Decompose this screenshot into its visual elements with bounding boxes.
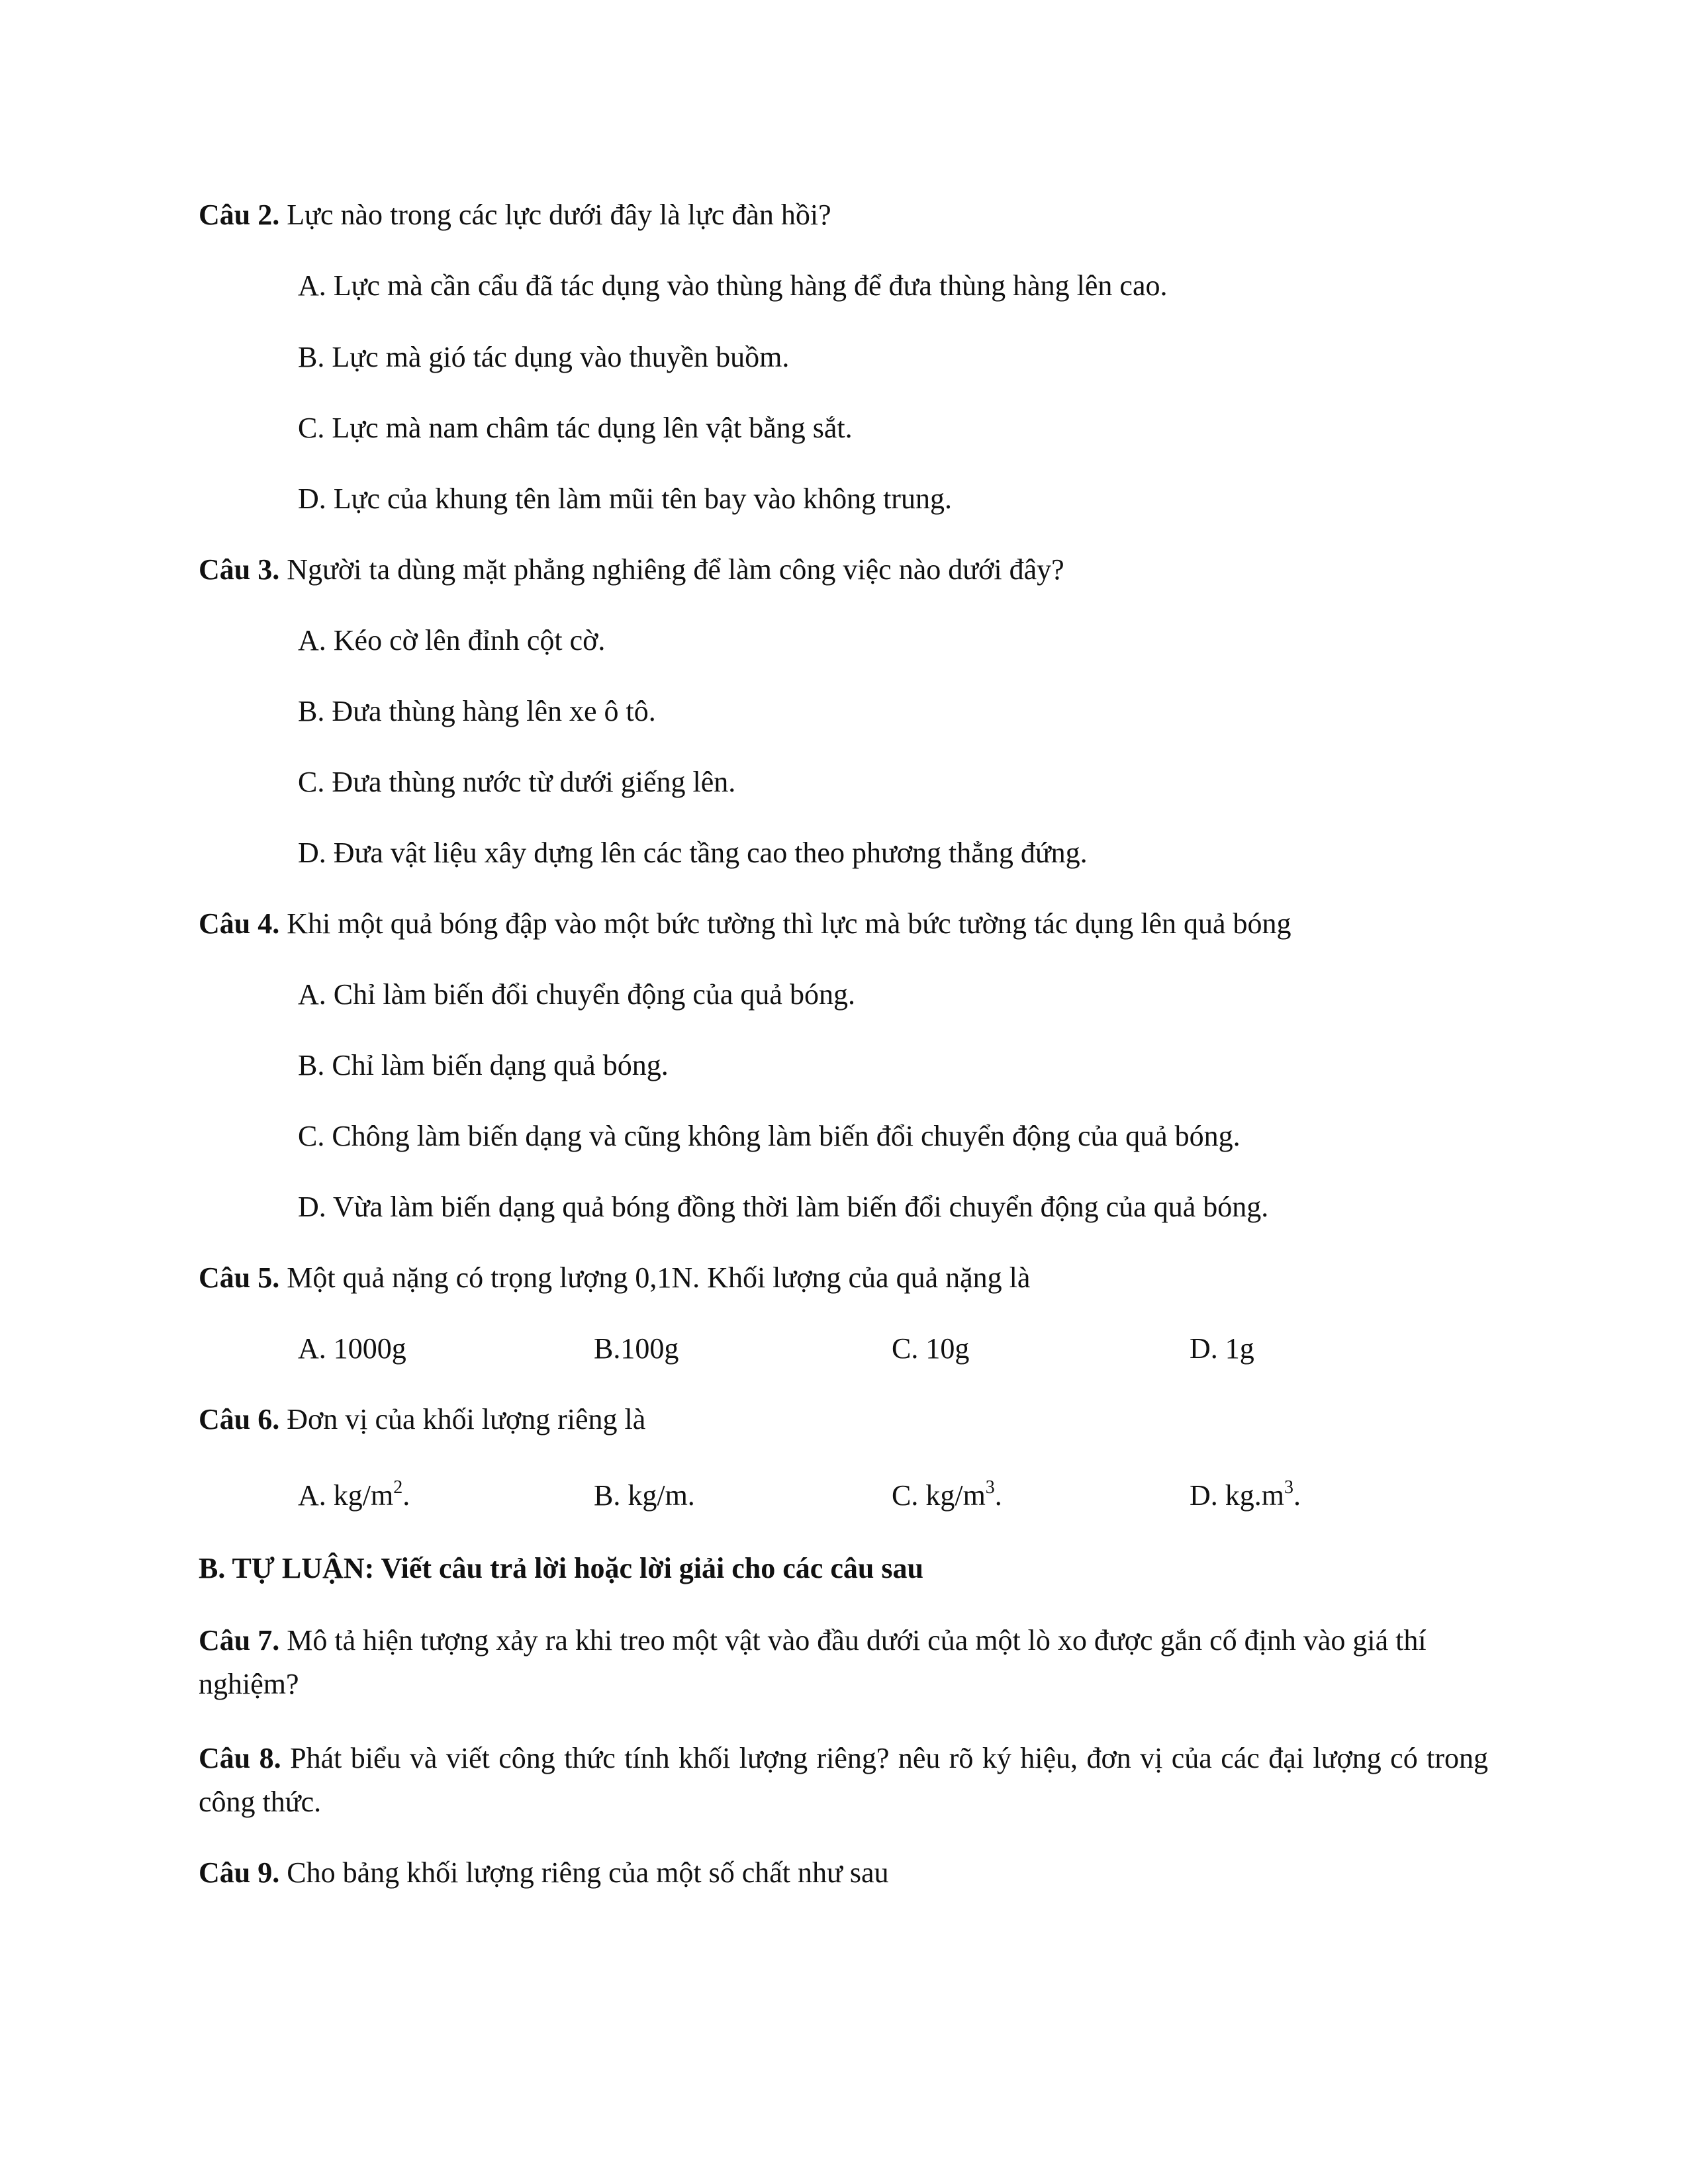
question-6-option-a-base: A. kg/m [298, 1479, 394, 1512]
question-4 [199, 904, 1291, 944]
question-4-text: Khi một quả bóng đập vào một bức tường thì lực mà bức tường tác dụng lên quả bóng [287, 907, 1291, 940]
question-3-option-b: B. Đưa thùng hàng lên xe ô tô. [298, 695, 656, 727]
question-4-option-d: D. Vừa làm biến dạng quả bóng đồng thời làm biến đổi chuyển động của quả bóng. [298, 1191, 1269, 1223]
question-7-text: Mô tả hiện tượng xảy ra khi treo một vật vào đầu dưới của một lò xo được gắn cố định vào giá thí nghiệm? [199, 1624, 1427, 1700]
question-6-option-d [1190, 1476, 1301, 1516]
question-6-option-d-base: D. kg.m [1190, 1479, 1284, 1512]
question-6-option-c-tail: . [994, 1479, 1002, 1512]
section-b-heading: B. TỰ LUẬN: Viết câu trả lời hoặc lời giải cho các câu sau [199, 1552, 923, 1584]
question-6-option-b [594, 1476, 695, 1516]
question-2-option-d: D. Lực của khung tên làm mũi tên bay vào không trung. [298, 482, 952, 515]
question-3-option-a: A. Kéo cờ lên đỉnh cột cờ. [298, 624, 606, 657]
question-8-text: Phát biểu và viết công thức tính khối lượng riêng? nêu rõ ký hiệu, đơn vị của các đại lượng có trong công thức. [199, 1742, 1489, 1818]
question-8-label: Câu 8. [199, 1742, 281, 1774]
question-9 [199, 1853, 889, 1893]
question-2-option-c: C. Lực mà nam châm tác dụng lên vật bằng sắt. [298, 412, 853, 444]
question-5-option-a: A. 1000g [298, 1332, 406, 1365]
question-6-option-c-exponent: 3 [985, 1477, 995, 1498]
question-4-label: Câu 4. [199, 907, 280, 940]
question-5-option-c: C. 10g [892, 1332, 970, 1365]
question-6 [199, 1400, 645, 1439]
question-5 [199, 1258, 1030, 1298]
question-9-label: Câu 9. [199, 1856, 280, 1889]
question-6-option-a [298, 1476, 410, 1516]
question-2-option-a: A. Lực mà cần cẩu đã tác dụng vào thùng hàng để đưa thùng hàng lên cao. [298, 269, 1168, 302]
question-4-option-a: A. Chỉ làm biến đổi chuyển động của quả bóng. [298, 978, 855, 1011]
question-6-label: Câu 6. [199, 1403, 280, 1435]
question-3-text: Người ta dùng mặt phẳng nghiêng để làm công việc nào dưới đây? [287, 553, 1064, 586]
question-5-option-d: D. 1g [1190, 1332, 1254, 1365]
question-4-option-b: B. Chỉ làm biến dạng quả bóng. [298, 1049, 669, 1081]
question-6-option-c [892, 1476, 1002, 1516]
question-2-label: Câu 2. [199, 199, 280, 231]
question-6-option-d-tail: . [1293, 1479, 1301, 1512]
question-5-option-b: B.100g [594, 1332, 679, 1365]
question-3-option-d: D. Đưa vật liệu xây dựng lên các tầng cao theo phương thẳng đứng. [298, 837, 1088, 869]
question-5-label: Câu 5. [199, 1261, 280, 1294]
question-6-option-a-tail: . [402, 1479, 410, 1512]
question-6-option-d-exponent: 3 [1284, 1477, 1293, 1498]
question-7 [199, 1619, 1489, 1706]
question-2-option-b: B. Lực mà gió tác dụng vào thuyền buồm. [298, 341, 790, 373]
question-7-label: Câu 7. [199, 1624, 280, 1657]
question-3-label: Câu 3. [199, 553, 280, 586]
question-3-option-c: C. Đưa thùng nước từ dưới giếng lên. [298, 766, 736, 798]
question-6-text: Đơn vị của khối lượng riêng là [287, 1403, 646, 1435]
question-6-option-a-exponent: 2 [393, 1477, 403, 1498]
question-2-text: Lực nào trong các lực dưới đây là lực đàn hồi? [287, 199, 831, 231]
question-4-option-c: C. Chông làm biến dạng và cũng không làm biến đổi chuyển động của quả bóng. [298, 1120, 1241, 1152]
question-8 [199, 1737, 1488, 1824]
question-6-option-c-base: C. kg/m [892, 1479, 986, 1512]
question-5-text: Một quả nặng có trọng lượng 0,1N. Khối lượng của quả nặng là [287, 1261, 1031, 1294]
question-3 [199, 550, 1064, 590]
question-6-option-b-base: B. kg/m. [594, 1479, 695, 1512]
question-9-text: Cho bảng khối lượng riêng của một số chất như sau [287, 1856, 889, 1889]
question-2 [199, 195, 831, 235]
